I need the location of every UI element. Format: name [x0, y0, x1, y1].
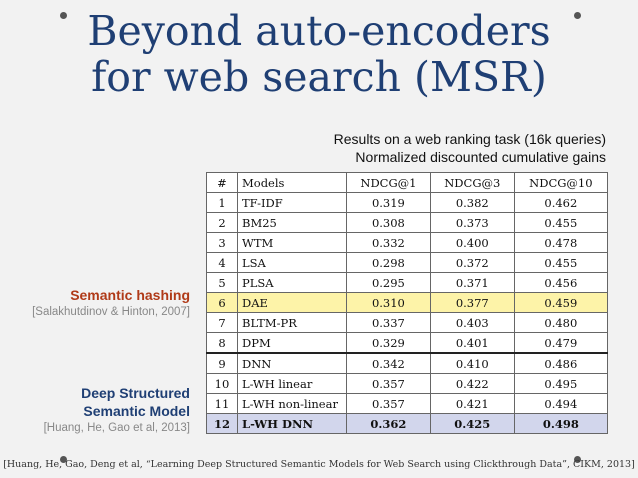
- row-ndcg3: 0.371: [430, 273, 514, 293]
- row-ndcg1: 0.308: [347, 213, 431, 233]
- semantic-hashing-ref: [Salakhutdinov & Hinton, 2007]: [32, 306, 190, 318]
- row-model: DAE: [238, 293, 347, 313]
- row-ndcg10: 0.494: [514, 394, 607, 414]
- row-model: WTM: [238, 233, 347, 253]
- row-index: 10: [207, 374, 238, 394]
- row-index: 2: [207, 213, 238, 233]
- slide-title-line-1: Beyond auto-encoders: [87, 7, 551, 55]
- caption-line-2: Normalized discounted cumulative gains: [355, 149, 606, 165]
- table-row: [207, 374, 608, 394]
- table-row: [207, 233, 608, 253]
- row-ndcg3: 0.373: [430, 213, 514, 233]
- row-model: L-WH linear: [238, 374, 347, 394]
- table-row: [207, 394, 608, 414]
- table-row: [207, 353, 608, 374]
- row-ndcg10: 0.495: [514, 374, 607, 394]
- dssm-heading-line-1: Deep Structured: [81, 385, 190, 401]
- row-ndcg3: 0.401: [430, 333, 514, 354]
- row-index: 8: [207, 333, 238, 354]
- table-row: [207, 273, 608, 293]
- row-ndcg10: 0.486: [514, 353, 607, 374]
- row-ndcg1: 0.357: [347, 374, 431, 394]
- row-ndcg3: 0.400: [430, 233, 514, 253]
- row-ndcg1: 0.319: [347, 193, 431, 213]
- row-index: 3: [207, 233, 238, 253]
- row-model: LSA: [238, 253, 347, 273]
- row-model: BM25: [238, 213, 347, 233]
- row-ndcg10: 0.455: [514, 213, 607, 233]
- row-index: 11: [207, 394, 238, 414]
- row-ndcg10: 0.462: [514, 193, 607, 213]
- slide-title: [0, 8, 638, 100]
- row-ndcg3: 0.425: [430, 414, 514, 434]
- row-ndcg10: 0.455: [514, 253, 607, 273]
- row-model: L-WH non-linear: [238, 394, 347, 414]
- row-model: PLSA: [238, 273, 347, 293]
- row-model: TF-IDF: [238, 193, 347, 213]
- row-ndcg1: 0.295: [347, 273, 431, 293]
- semantic-hashing-heading: Semantic hashing: [70, 287, 190, 303]
- dssm-heading-line-2: Semantic Model: [83, 403, 190, 419]
- row-model: BLTM-PR: [238, 313, 347, 333]
- table-row: [207, 253, 608, 273]
- table-row: [207, 313, 608, 333]
- row-index: 1: [207, 193, 238, 213]
- row-ndcg1: 0.362: [347, 414, 431, 434]
- row-ndcg1: 0.310: [347, 293, 431, 313]
- row-ndcg1: 0.298: [347, 253, 431, 273]
- table-row-highlighted: [207, 293, 608, 313]
- results-caption: [334, 130, 606, 166]
- row-ndcg1: 0.332: [347, 233, 431, 253]
- row-model: DPM: [238, 333, 347, 354]
- caption-line-1: Results on a web ranking task (16k queries): [333, 131, 606, 147]
- dssm-label: [44, 385, 190, 434]
- row-ndcg3: 0.403: [430, 313, 514, 333]
- row-ndcg1: 0.357: [347, 394, 431, 414]
- row-ndcg1: 0.329: [347, 333, 431, 354]
- row-ndcg3: 0.377: [430, 293, 514, 313]
- row-index: 5: [207, 273, 238, 293]
- row-ndcg10: 0.498: [514, 414, 607, 434]
- header-ndcg10: NDCG@10: [514, 173, 607, 193]
- row-ndcg3: 0.410: [430, 353, 514, 374]
- row-ndcg3: 0.422: [430, 374, 514, 394]
- dssm-ref: [Huang, He, Gao et al, 2013]: [43, 422, 190, 434]
- row-ndcg10: 0.480: [514, 313, 607, 333]
- row-index: 4: [207, 253, 238, 273]
- row-model: DNN: [238, 353, 347, 374]
- row-ndcg1: 0.342: [347, 353, 431, 374]
- row-ndcg3: 0.421: [430, 394, 514, 414]
- row-ndcg10: 0.459: [514, 293, 607, 313]
- header-index: #: [207, 173, 238, 193]
- row-index: 9: [207, 353, 238, 374]
- table-row: [207, 193, 608, 213]
- row-ndcg10: 0.478: [514, 233, 607, 253]
- row-ndcg3: 0.372: [430, 253, 514, 273]
- row-ndcg3: 0.382: [430, 193, 514, 213]
- table-row: [207, 213, 608, 233]
- semantic-hashing-label: [32, 287, 190, 318]
- header-ndcg3: NDCG@3: [430, 173, 514, 193]
- row-ndcg10: 0.479: [514, 333, 607, 354]
- row-index: 7: [207, 313, 238, 333]
- table-row: [207, 333, 608, 354]
- header-ndcg1: NDCG@1: [347, 173, 431, 193]
- header-models: Models: [238, 173, 347, 193]
- citation-footer: [Huang, He, Gao, Deng et al, “Learning Deep Structured Semantic Models for Web Search using Clickthrough Data”, CIKM, 2013]: [3, 459, 635, 470]
- row-index: 12: [207, 414, 238, 434]
- slide-title-line-2: for web search (MSR): [91, 53, 547, 101]
- table-row-best: [207, 414, 608, 434]
- row-model: L-WH DNN: [238, 414, 347, 434]
- results-table: [206, 172, 608, 434]
- row-ndcg1: 0.337: [347, 313, 431, 333]
- row-ndcg10: 0.456: [514, 273, 607, 293]
- table-header-row: [207, 173, 608, 193]
- row-index: 6: [207, 293, 238, 313]
